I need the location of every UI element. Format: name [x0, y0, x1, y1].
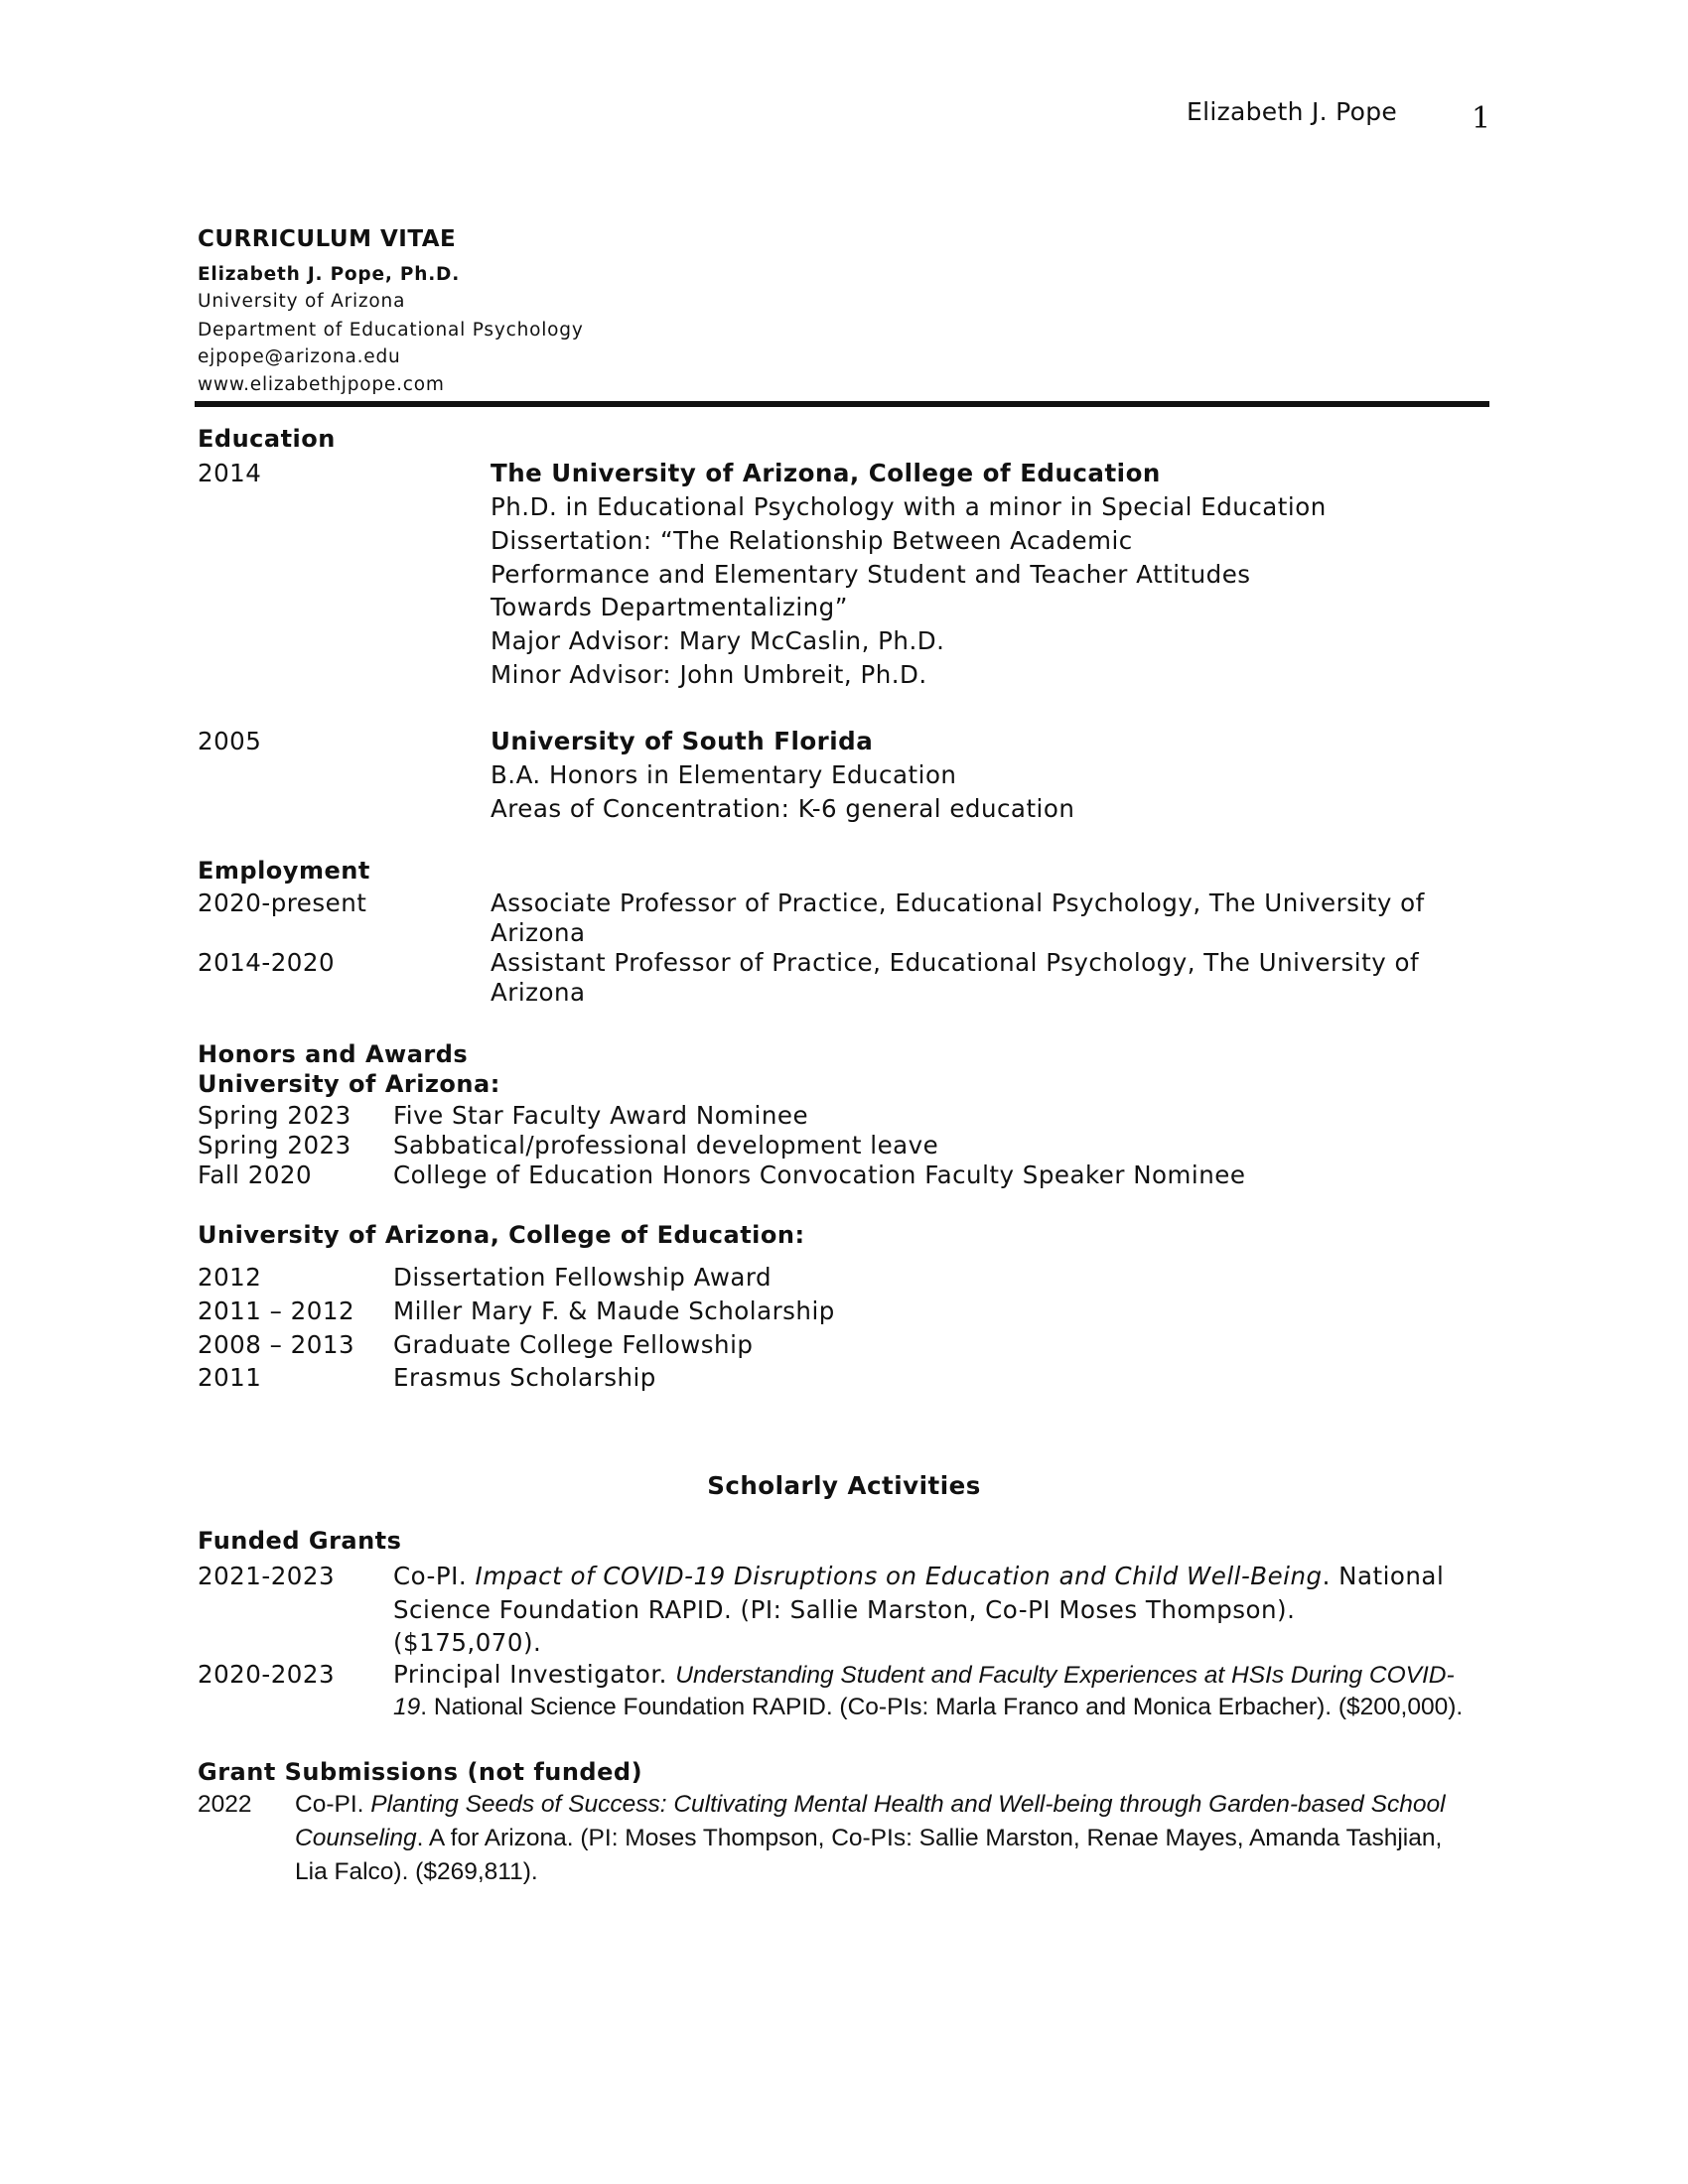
award-name: Miller Mary F. & Maude Scholarship — [393, 1297, 835, 1325]
header-divider — [195, 401, 1489, 407]
submission-title-cont: Counseling — [295, 1825, 417, 1851]
award-name: Five Star Faculty Award Nominee — [393, 1101, 809, 1130]
education-detail: B.A. Honors in Elementary Education — [491, 760, 957, 789]
award-date: Spring 2023 — [198, 1101, 352, 1130]
award-date: 2008 – 2013 — [198, 1330, 355, 1359]
honors-coe-subheading: University of Arizona, College of Education: — [198, 1221, 805, 1249]
award-name: Sabbatical/professional development leave — [393, 1131, 939, 1160]
grant-amount: ($175,070). — [393, 1628, 542, 1657]
funded-grants-heading: Funded Grants — [198, 1527, 402, 1555]
employment-position-cont: Arizona — [491, 978, 586, 1007]
award-date: 2011 – 2012 — [198, 1297, 355, 1325]
submission-line-cont — [295, 1825, 1442, 1852]
contact-department: Department of Educational Psychology — [198, 320, 584, 341]
grant-years: 2020-2023 — [198, 1660, 336, 1689]
employment-position: Assistant Professor of Practice, Educational Psychology, The University of — [491, 948, 1420, 977]
employment-years: 2020-present — [198, 888, 367, 917]
grant-submissions-heading: Grant Submissions (not funded) — [198, 1758, 643, 1786]
education-institution: University of South Florida — [491, 727, 874, 755]
education-detail: Ph.D. in Educational Psychology with a minor in Special Education — [491, 492, 1327, 521]
grant-line-cont: Science Foundation RAPID. (PI: Sallie Marston, Co-PI Moses Thompson). — [393, 1595, 1296, 1624]
education-detail: Minor Advisor: John Umbreit, Ph.D. — [491, 660, 927, 689]
submission-amount: Lia Falco). ($269,811). — [295, 1858, 538, 1885]
submission-year: 2022 — [198, 1791, 252, 1818]
grant-title-cont: 19 — [393, 1694, 421, 1720]
grant-title: Understanding Student and Faculty Experiences at HSIs During COVID- — [675, 1662, 1455, 1689]
scholarly-activities-heading: Scholarly Activities — [707, 1471, 981, 1500]
grant-funder: . National — [1322, 1562, 1445, 1590]
contact-university: University of Arizona — [198, 291, 406, 312]
grant-line — [393, 1660, 1455, 1690]
award-date: Fall 2020 — [198, 1160, 313, 1189]
grant-role: Co-PI. — [393, 1562, 476, 1590]
education-detail: Dissertation: “The Relationship Between Academic — [491, 526, 1133, 555]
submission-title: Planting Seeds of Success: Cultivating Mental Health and Well-being through Garden-based School — [370, 1791, 1446, 1818]
grant-line — [393, 1562, 1444, 1590]
cv-title: CURRICULUM VITAE — [198, 226, 457, 252]
running-header-name: Elizabeth J. Pope — [1187, 97, 1398, 126]
education-year: 2014 — [198, 459, 262, 487]
grant-years: 2021-2023 — [198, 1562, 336, 1590]
education-institution: The University of Arizona, College of Education — [491, 459, 1161, 487]
honors-heading: Honors and Awards — [198, 1040, 469, 1068]
education-detail: Major Advisor: Mary McCaslin, Ph.D. — [491, 626, 945, 655]
award-date: 2012 — [198, 1263, 262, 1292]
page-number: 1 — [1472, 101, 1491, 136]
contact-name: Elizabeth J. Pope, Ph.D. — [198, 264, 461, 285]
grant-funder: . National Science Foundation RAPID. (Co-PIs: Marla Franco and Monica Erbacher). ($200,000). — [420, 1694, 1464, 1720]
education-detail: Performance and Elementary Student and Teacher Attitudes — [491, 560, 1251, 589]
education-year: 2005 — [198, 727, 262, 755]
contact-website: www.elizabethjpope.com — [198, 374, 445, 395]
employment-position: Associate Professor of Practice, Educational Psychology, The University of — [491, 888, 1425, 917]
submission-role: Co-PI. — [295, 1791, 371, 1818]
employment-heading: Employment — [198, 857, 370, 885]
award-date: Spring 2023 — [198, 1131, 352, 1160]
grant-line-cont — [393, 1694, 1463, 1721]
award-date: 2011 — [198, 1363, 262, 1392]
education-detail: Areas of Concentration: K-6 general education — [491, 794, 1075, 823]
employment-years: 2014-2020 — [198, 948, 336, 977]
education-detail: Towards Departmentalizing” — [491, 593, 848, 621]
grant-role: Principal Investigator. — [393, 1660, 676, 1689]
submission-line — [295, 1791, 1446, 1819]
employment-position-cont: Arizona — [491, 918, 586, 947]
award-name: Dissertation Fellowship Award — [393, 1263, 773, 1292]
honors-ua-subheading: University of Arizona: — [198, 1070, 500, 1098]
grant-title: Impact of COVID-19 Disruptions on Education and Child Well-Being — [475, 1562, 1323, 1590]
submission-details: . A for Arizona. (PI: Moses Thompson, Co-PIs: Sallie Marston, Renae Mayes, Amanda Tashjian, — [416, 1825, 1443, 1851]
award-name: Erasmus Scholarship — [393, 1363, 656, 1392]
award-name: College of Education Honors Convocation Faculty Speaker Nominee — [393, 1160, 1246, 1189]
education-heading: Education — [198, 425, 336, 453]
award-name: Graduate College Fellowship — [393, 1330, 754, 1359]
contact-email: ejpope@arizona.edu — [198, 346, 401, 367]
